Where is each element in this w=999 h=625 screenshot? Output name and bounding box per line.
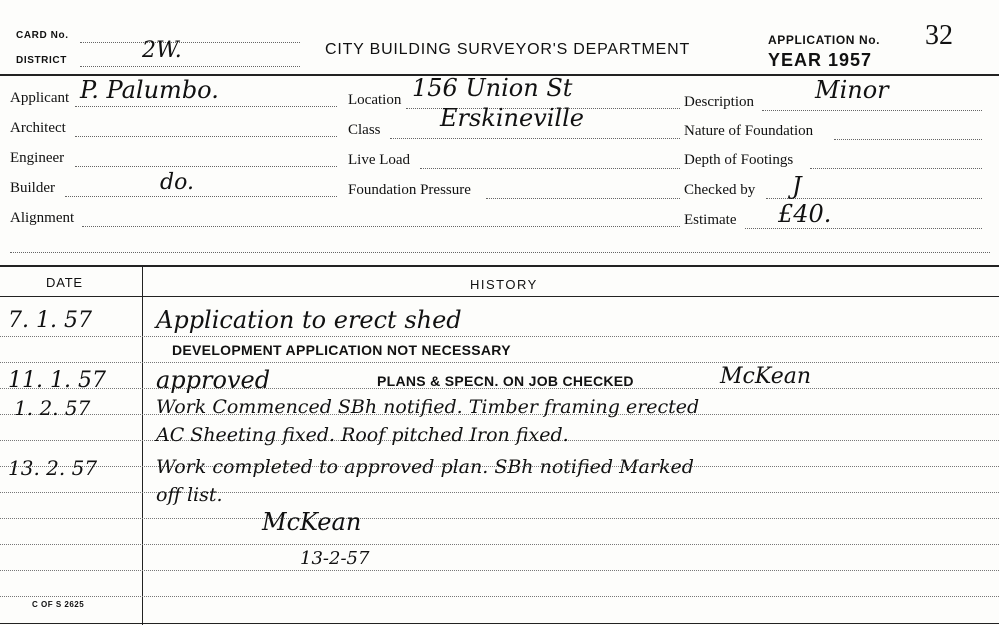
fields-bottom-line (10, 252, 990, 253)
date-column-divider (142, 266, 143, 625)
applicant-label: Applicant (10, 90, 70, 106)
applicant-value: P. Palumbo. (80, 76, 219, 104)
history-header-rule (0, 296, 999, 297)
row-line (0, 596, 999, 597)
location-value: 156 Union St (412, 74, 573, 102)
plans-checked-stamp: PLANS & SPECN. ON JOB CHECKED (377, 373, 634, 389)
builder-value: do. (160, 170, 194, 195)
signature-date: 13-2-57 (300, 548, 370, 569)
year-label: YEAR 1957 (768, 50, 873, 70)
district-label: DISTRICT (16, 55, 67, 66)
entry-text: off list. (156, 484, 223, 506)
live-load-line (420, 168, 680, 169)
estimate-line (745, 228, 982, 229)
estimate-value: £40. (778, 200, 832, 228)
description-label: Description (684, 94, 754, 110)
row-line (0, 492, 999, 493)
architect-line (75, 136, 337, 137)
history-header: HISTORY (470, 277, 538, 292)
foundation-pressure-label: Foundation Pressure (348, 182, 471, 198)
location-label: Location (348, 92, 402, 108)
entry-text: Work Commenced SBh notified. Timber framing erected (156, 396, 700, 418)
history-top-rule (0, 265, 999, 267)
card-no-line (80, 42, 300, 43)
row-line (0, 518, 999, 519)
description-line (762, 110, 982, 111)
checked-by-label: Checked by (684, 182, 756, 198)
class-value: Erskineville (440, 104, 584, 132)
entry-text: approved (156, 366, 271, 394)
class-line (390, 138, 680, 139)
checked-initials: McKean (720, 364, 811, 389)
development-stamp: DEVELOPMENT APPLICATION NOT NECESSARY (172, 342, 511, 358)
depth-of-footings-line (810, 168, 982, 169)
entry-text: Work completed to approved plan. SBh notified Marked (156, 456, 694, 478)
district-value: 2W. (142, 38, 182, 63)
entry-date: 7. 1. 57 (8, 308, 92, 333)
application-no-value: 32 (925, 20, 953, 51)
row-line (0, 336, 999, 337)
description-value: Minor (815, 76, 889, 104)
entry-date: 11. 1. 57 (8, 368, 106, 393)
bottom-rule (0, 623, 999, 624)
architect-label: Architect (10, 120, 66, 136)
builder-line (65, 196, 337, 197)
engineer-label: Engineer (10, 150, 65, 166)
entry-date: 1. 2. 57 (14, 396, 91, 420)
alignment-line (82, 226, 680, 227)
row-line (0, 544, 999, 545)
depth-of-footings-label: Depth of Footings (684, 152, 794, 168)
entry-text: Application to erect shed (156, 306, 462, 334)
date-header: DATE (46, 275, 83, 290)
row-line (0, 570, 999, 571)
nature-of-foundation-line (834, 139, 982, 140)
entry-text: AC Sheeting fixed. Roof pitched Iron fixed. (156, 424, 569, 446)
class-label: Class (348, 122, 381, 138)
estimate-label: Estimate (684, 212, 737, 228)
nature-of-foundation-label: Nature of Foundation (684, 123, 814, 139)
alignment-label: Alignment (10, 210, 75, 226)
engineer-line (75, 166, 337, 167)
entry-date: 13. 2. 57 (8, 456, 98, 480)
live-load-label: Live Load (348, 152, 411, 168)
foundation-pressure-line (486, 198, 680, 199)
builder-label: Builder (10, 180, 55, 196)
applicant-line (75, 106, 337, 107)
district-line (80, 66, 300, 67)
application-no-label: APPLICATION No. (768, 33, 881, 47)
form-code: C OF S 2625 (32, 600, 85, 609)
signature: McKean (262, 508, 362, 536)
row-line (0, 362, 999, 363)
department-title: CITY BUILDING SURVEYOR'S DEPARTMENT (325, 41, 691, 58)
card-no-label: CARD No. (16, 30, 69, 41)
checked-by-value: J (792, 172, 802, 200)
